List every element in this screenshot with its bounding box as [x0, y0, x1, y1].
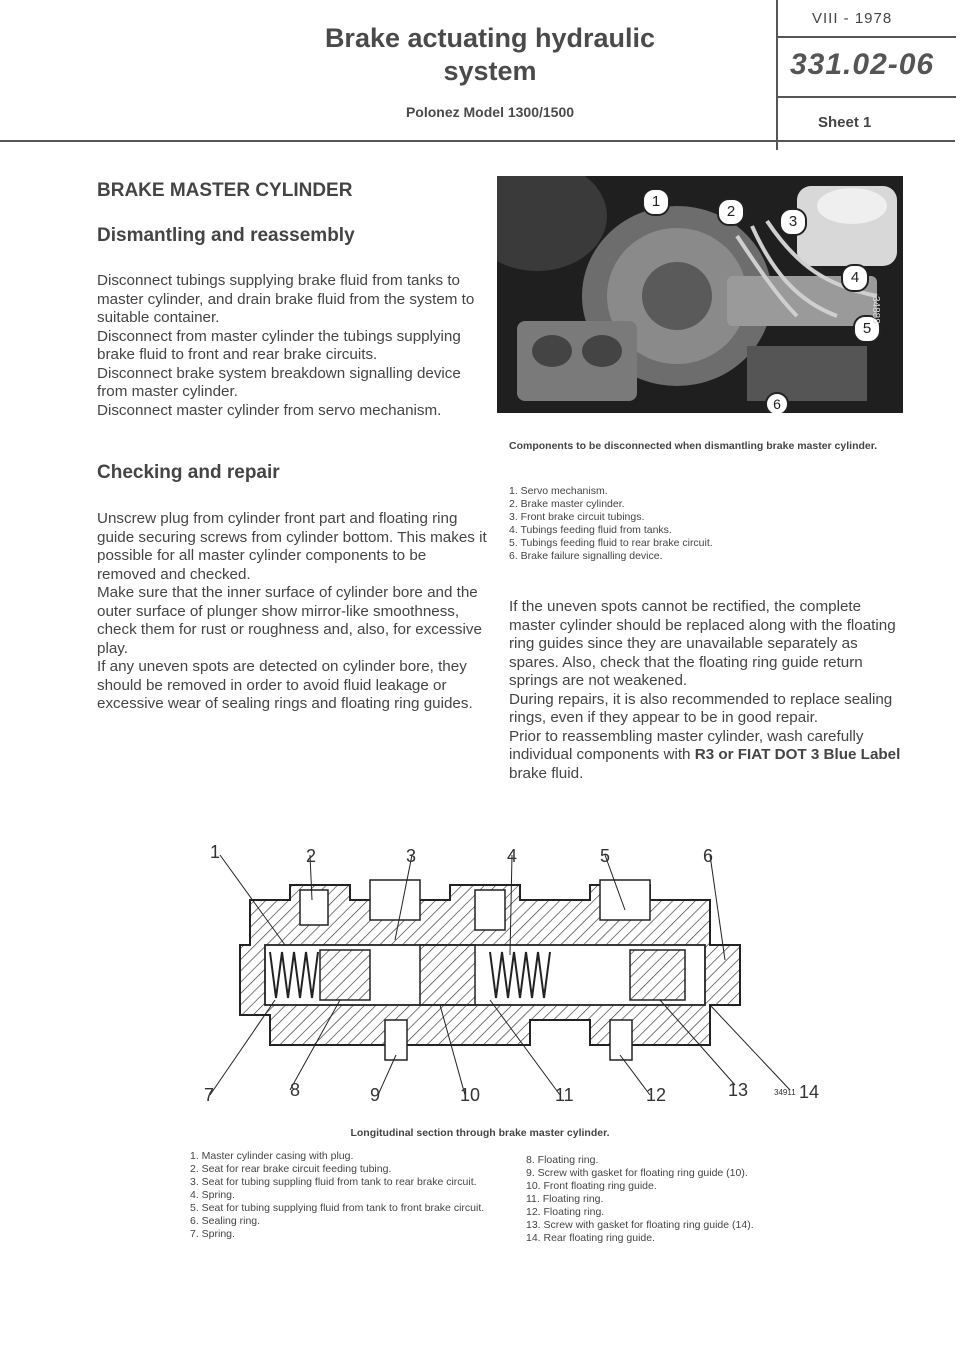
- drawing-callout-5: 5: [600, 846, 611, 866]
- legend-item: 1. Servo mechanism.: [509, 485, 608, 497]
- legend-item: 8. Floating ring.: [526, 1154, 599, 1166]
- paragraph: Disconnect from master cylinder the tubings supplying brake fluid to front and rear brake circuits.: [97, 327, 461, 363]
- drawing-callout-12: 12: [646, 1085, 667, 1105]
- header-divider-horizontal: [0, 140, 955, 142]
- document-subtitle: Polonez Model 1300/1500: [405, 104, 575, 120]
- photo-caption: Components to be disconnected when dismantling brake master cylinder.: [509, 440, 878, 452]
- paragraph: Unscrew plug from cylinder front part and floating ring guide securing screws from cylinder bottom. This makes it possible for all master cylinder components to be removed and checked.: [97, 510, 487, 583]
- drawing-number: 34911: [774, 1088, 796, 1097]
- photo-side-number: 34888: [870, 296, 881, 324]
- photo-legend: [509, 485, 907, 563]
- legend-item: 4. Spring.: [190, 1189, 235, 1201]
- drawing-legend-right: [526, 1154, 826, 1245]
- drawing-legend-left: [190, 1150, 510, 1241]
- header-divider-vertical: [776, 0, 778, 150]
- paragraph: Disconnect brake system breakdown signalling device from master cylinder.: [97, 364, 461, 400]
- photo-illustration: [497, 176, 903, 413]
- legend-item: 6. Sealing ring.: [190, 1215, 261, 1227]
- legend-item: 11. Floating ring.: [526, 1193, 604, 1205]
- checking-text: [97, 510, 489, 714]
- legend-item: 2. Seat for rear brake circuit feeding tubing.: [190, 1163, 392, 1175]
- checking-heading: Checking and repair: [97, 462, 280, 483]
- document-title: Brake actuating hydraulic system: [324, 23, 656, 86]
- drawing-callout-8: 8: [290, 1080, 301, 1100]
- volume-label: VIII - 1978: [812, 10, 893, 27]
- dismantling-text: [97, 272, 487, 420]
- legend-item: 12. Floating ring.: [526, 1206, 605, 1218]
- dismantling-heading: Dismantling and reassembly: [97, 225, 355, 246]
- right-column-text: [509, 598, 905, 783]
- drawing-callout-10: 10: [460, 1085, 481, 1105]
- legend-item: 10. Front floating ring guide.: [526, 1180, 657, 1192]
- legend-item: 13. Screw with gasket for floating ring guide (14).: [526, 1219, 754, 1231]
- drawing-callout-14: 14: [799, 1082, 820, 1102]
- paragraph: If any uneven spots are detected on cylinder bore, they should be removed in order to avoid fluid leakage or excessive wear of sealing rings and floating ring guides.: [97, 658, 473, 712]
- drawing-callout-11: 11: [555, 1085, 574, 1105]
- drawing-callout-7: 7: [204, 1085, 215, 1105]
- legend-item: 5. Seat for tubing supplying fluid from tank to front brake circuit.: [190, 1202, 485, 1214]
- drawing-callout-2: 2: [306, 846, 317, 866]
- legend-item: 14. Rear floating ring guide.: [526, 1232, 655, 1244]
- legend-item: 5. Tubings feeding fluid to rear brake circuit.: [509, 537, 713, 549]
- photo-callout: 5: [853, 315, 881, 343]
- paragraph: Make sure that the inner surface of cylinder bore and the outer surface of plunger show mirror-like smoothness, check them for rust or roughness and, also, for excessive play.: [97, 584, 482, 657]
- document-code: 331.02-06: [790, 48, 935, 81]
- drawing-callout-3: 3: [406, 846, 417, 866]
- drawing-callout-4: 4: [507, 846, 518, 866]
- engine-bay-photo: [497, 176, 903, 413]
- paragraph-text: brake fluid.: [509, 764, 584, 782]
- paragraph: Disconnect master cylinder from servo mechanism.: [97, 401, 442, 419]
- paragraph: If the uneven spots cannot be rectified, the complete master cylinder should be replaced along with the floating ring guides since they are unavailable separately as spares. Also, check that the floating ring guide return springs are not weakened.: [509, 598, 896, 689]
- legend-item: 1. Master cylinder casing with plug.: [190, 1150, 354, 1162]
- legend-item: 2. Brake master cylinder.: [509, 498, 625, 510]
- drawing-callout-1: 1: [210, 842, 221, 862]
- photo-callout: 2: [717, 198, 745, 226]
- photo-callout: 1: [642, 188, 670, 216]
- legend-item: 3. Seat for tubing suppling fluid from tank to rear brake circuit.: [190, 1176, 477, 1188]
- section-title: BRAKE MASTER CYLINDER: [97, 180, 353, 201]
- drawing-callout-6: 6: [703, 846, 714, 866]
- photo-callout: 3: [779, 208, 807, 236]
- paragraph: [509, 728, 905, 784]
- legend-item: 4. Tubings feeding fluid from tanks.: [509, 524, 672, 536]
- drawing-callout-13: 13: [728, 1080, 749, 1100]
- photo-callout: 6: [765, 392, 789, 413]
- legend-item: 9. Screw with gasket for floating ring guide (10).: [526, 1167, 748, 1179]
- master-cylinder-section-drawing: [190, 840, 810, 1125]
- legend-item: 7. Spring.: [190, 1228, 235, 1240]
- drawing-caption: Longitudinal section through brake master cylinder.: [350, 1127, 610, 1139]
- header-box-line: [776, 96, 956, 98]
- legend-item: 3. Front brake circuit tubings.: [509, 511, 645, 523]
- drawing-callout-9: 9: [370, 1085, 381, 1105]
- paragraph-text: Prior to reassembling master cylinder, wash carefully individual components with: [509, 727, 864, 763]
- photo-callout: 4: [841, 264, 869, 292]
- paragraph: During repairs, it is also recommended to replace sealing rings, even if they appear to be in good repair.: [509, 690, 893, 726]
- sheet-label: Sheet 1: [818, 114, 872, 131]
- header-box-line: [776, 36, 956, 38]
- fluid-name: R3 or FIAT DOT 3 Blue Label: [694, 746, 901, 763]
- paragraph: Disconnect tubings supplying brake fluid from tanks to master cylinder, and drain brake fluid from the system to suitable container.: [97, 272, 475, 326]
- legend-item: 6. Brake failure signalling device.: [509, 550, 663, 562]
